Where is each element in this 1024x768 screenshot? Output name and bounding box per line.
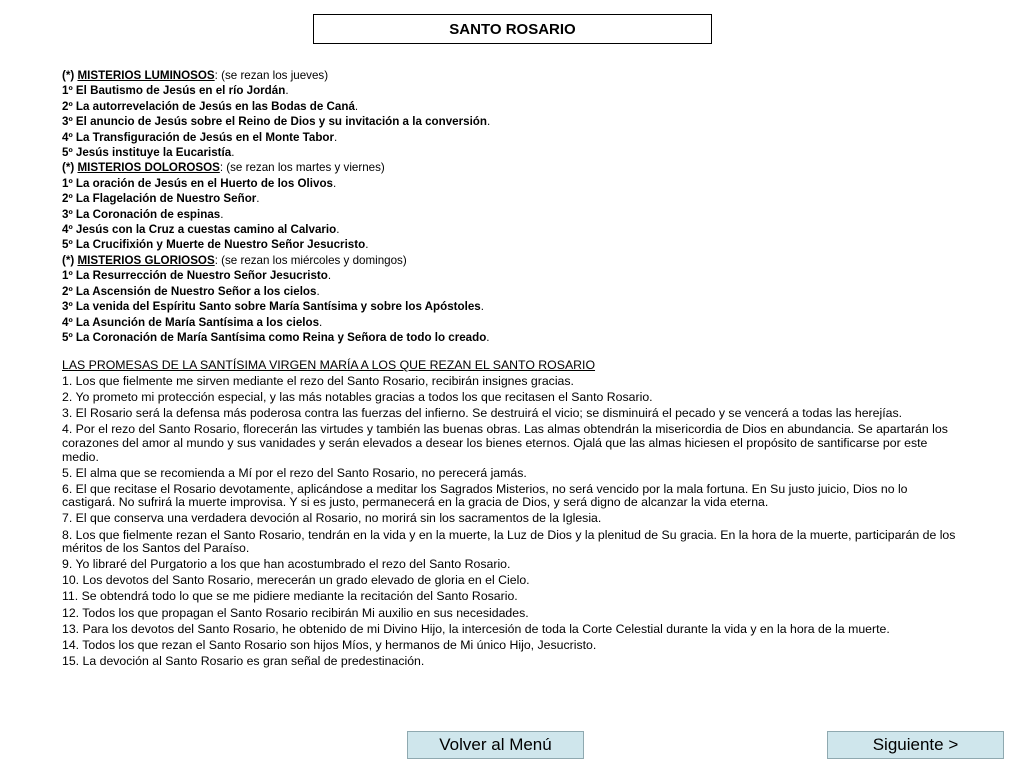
mystery-when: : (se rezan los jueves) — [214, 69, 329, 82]
promises-section — [62, 359, 962, 671]
promise-item: 8. Los que fielmente rezan el Santo Rosario, tendrán en la vida y en la muerte, la Luz de Dios y la plenitud de Su gracia. En la hora de la muerte, participarán de los méritos de los Santos del Paraíso. — [62, 527, 956, 556]
mystery-header-gloriosos — [62, 253, 962, 268]
mystery-when: : (se rezan los martes y viernes) — [219, 161, 385, 175]
mystery-header-luminosos — [62, 68, 962, 83]
mystery-prefix: (*) — [62, 69, 78, 82]
promise-item: 1. Los que fielmente me sirven mediante el rezo del Santo Rosario, recibirán insignes gracias. — [62, 374, 574, 389]
promise-item: 12. Todos los que propagan el Santo Rosario recibirán Mi auxilio en sus necesidades. — [62, 605, 529, 620]
mystery-prefix: (*) — [62, 161, 78, 175]
promise-item: 9. Yo libraré del Purgatorio a los que han acostumbrado el rezo del Santo Rosario. — [62, 557, 511, 572]
promise-item: 11. Se obtendrá todo lo que se me pidiere mediante la recitación del Santo Rosario. — [62, 589, 518, 604]
promise-item: 10. Los devotos del Santo Rosario, merecerán un grado elevado de gloria en el Cielo. — [62, 573, 530, 588]
mystery-item: 2º La autorrevelación de Jesús en las Bodas de Caná. — [62, 99, 359, 113]
mystery-item: 5º Jesús instituye la Eucaristía. — [62, 146, 235, 160]
mystery-item: 1º La Resurrección de Nuestro Señor Jesucristo. — [62, 269, 332, 283]
promise-item: 2. Yo prometo mi protección especial, y las más notables gracias a todos los que recitasen el Santo Rosario. — [62, 390, 653, 405]
mystery-when: : (se rezan los miércoles y domingos) — [214, 253, 407, 267]
promise-item: 13. Para los devotos del Santo Rosario, he obtenido de mi Divino Hijo, la intercesión de toda la Corte Celestial durante la vida y en la hora de la muerte. — [62, 621, 890, 636]
mysteries-section — [62, 68, 962, 345]
mystery-item: 4º La Asunción de María Santísima a los cielos. — [62, 315, 323, 329]
promise-item: 4. Por el rezo del Santo Rosario, florecerán las virtudes y también las buenas obras. Las almas obtendrán la misericordia de Dios en abundancia. Se apartarán los corazones del amor al mundo y sus vanidades y serán elevados a desear los bienes eternos. Ojalá que las almas hiciesen el propósito de santificarse por este medio. — [62, 422, 948, 464]
mystery-item: 3º La Coronación de espinas. — [62, 207, 224, 221]
mystery-item: 4º La Transfiguración de Jesús en el Monte Tabor. — [62, 130, 338, 144]
mystery-item: 2º La Ascensión de Nuestro Señor a los cielos. — [62, 284, 320, 298]
mystery-item: 5º La Coronación de María Santísima como Reina y Señora de todo lo creado. — [62, 330, 490, 344]
mystery-header-dolorosos — [62, 160, 962, 175]
back-to-menu-button[interactable] — [407, 731, 584, 759]
mystery-item: 3º La venida del Espíritu Santo sobre María Santísima y sobre los Apóstoles. — [62, 300, 484, 314]
promise-item: 7. El que conserva una verdadera devoción al Rosario, no morirá sin los sacramentos de la Iglesia. — [62, 511, 602, 526]
mystery-item: 1º El Bautismo de Jesús en el río Jordán. — [62, 84, 289, 98]
promise-item: 3. El Rosario será la defensa más poderosa contra las fuerzas del infierno. Se destruirá el vicio; se disminuirá el pecado y se vencerá a todas las herejías. — [62, 406, 903, 421]
mystery-name: MISTERIOS LUMINOSOS — [77, 69, 215, 82]
promises-heading: LAS PROMESAS DE LA SANTÍSIMA VIRGEN MARÍA A LOS QUE REZAN EL SANTO ROSARIO — [62, 358, 596, 372]
next-label: Siguiente > — [872, 735, 959, 754]
promise-item: 15. La devoción al Santo Rosario es gran señal de predestinación. — [62, 653, 425, 668]
promise-item: 14. Todos los que rezan el Santo Rosario son hijos Míos, y hermanos de Mi único Hijo, Jesucristo. — [62, 637, 597, 652]
mystery-item: 3º El anuncio de Jesús sobre el Reino de Dios y su invitación a la conversión. — [62, 115, 491, 129]
mystery-name: MISTERIOS GLORIOSOS — [77, 253, 215, 267]
page-title-box — [313, 14, 712, 44]
mystery-item: 2º La Flagelación de Nuestro Señor. — [62, 192, 260, 206]
mystery-item: 5º La Crucifixión y Muerte de Nuestro Señor Jesucristo. — [62, 238, 369, 252]
mystery-item: 1º La oración de Jesús en el Huerto de los Olivos. — [62, 176, 337, 190]
mystery-prefix: (*) — [62, 253, 78, 267]
promise-item: 5. El alma que se recomienda a Mí por el rezo del Santo Rosario, no perecerá jamás. — [62, 465, 527, 480]
mystery-item: 4º Jesús con la Cruz a cuestas camino al Calvario. — [62, 223, 340, 237]
page-title: SANTO ROSARIO — [449, 20, 576, 38]
next-button[interactable] — [827, 731, 1004, 759]
back-to-menu-label: Volver al Menú — [439, 735, 552, 754]
promise-item: 6. El que recitase el Rosario devotamente, aplicándose a meditar los Sagrados Misterios, no será vencido por la mala fortuna. En Su justo juicio, Dios no lo castigará. No sufrirá la muerte improvisa. Y si es justo, permanecerá en la gracia de Dios, y será digno de alcanzar la vida eterna. — [62, 481, 908, 510]
mystery-name: MISTERIOS DOLOROSOS — [77, 161, 220, 175]
